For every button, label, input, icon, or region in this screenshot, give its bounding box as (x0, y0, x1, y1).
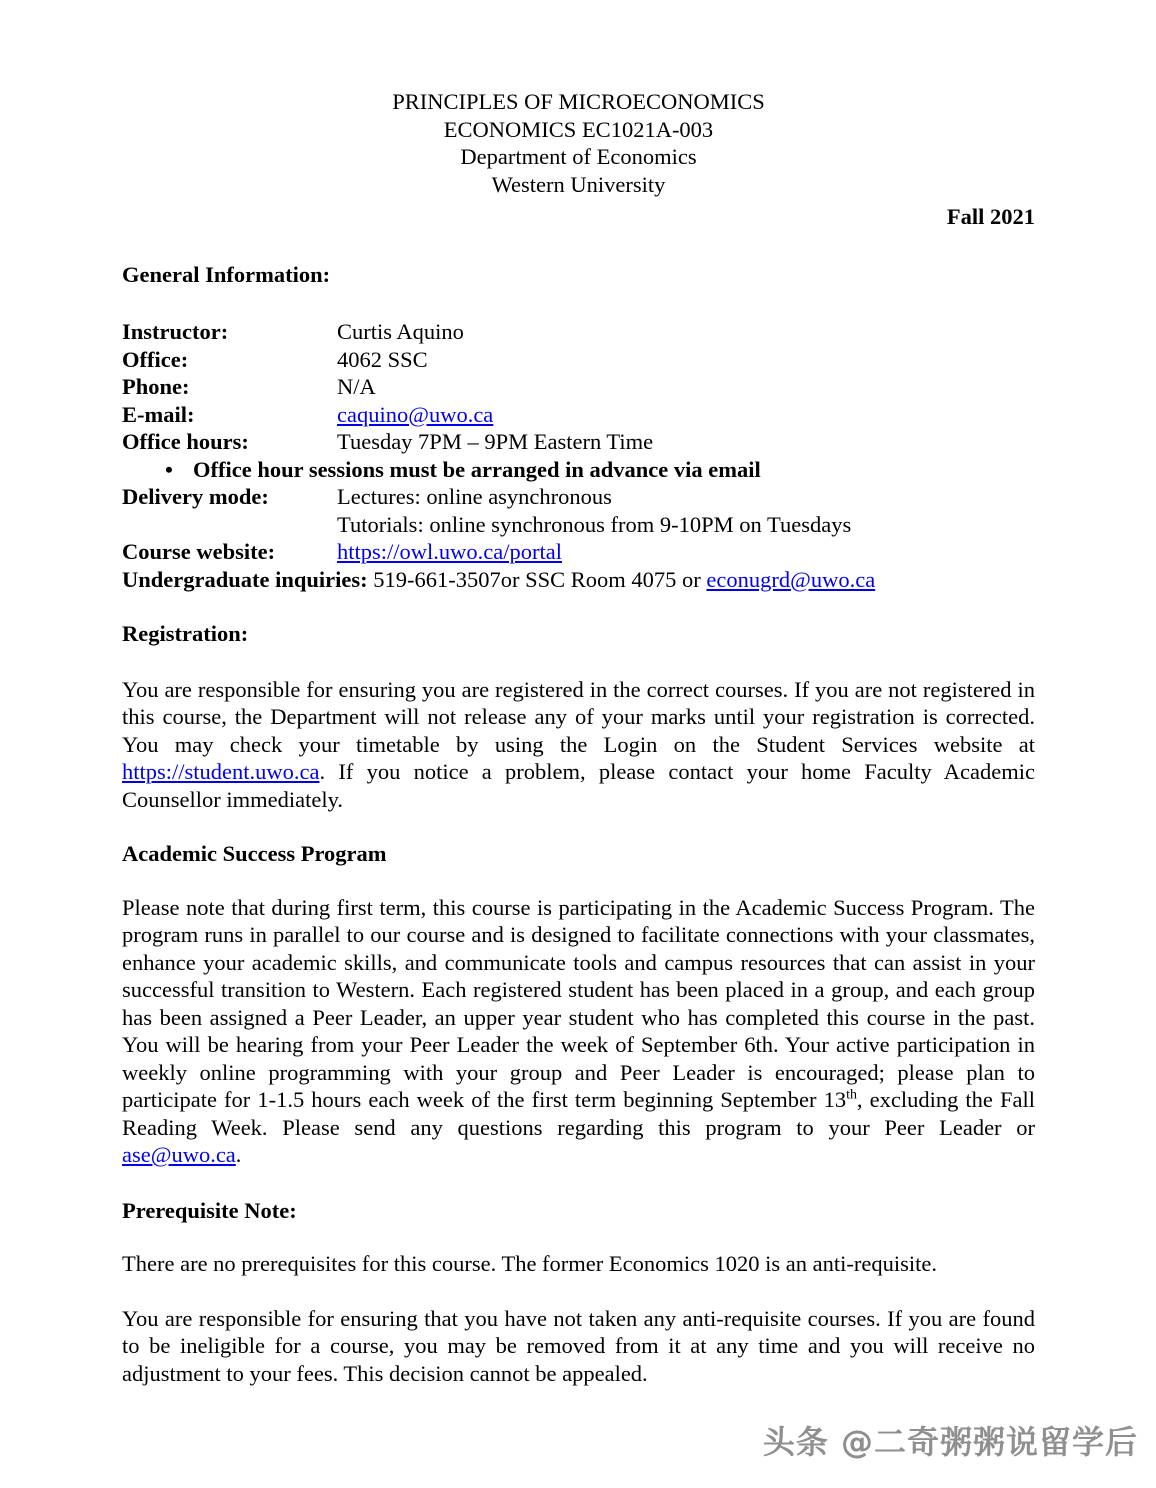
delivery-lectures-line: Lectures: online asynchronous (337, 484, 612, 509)
undergraduate-inquiries-row (122, 566, 1035, 594)
prerequisite-note-heading: Prerequisite Note: (122, 1197, 297, 1223)
registration-text-after-link: . If you notice a problem, please contact your home Faculty Academic Counsellor immediately. (122, 759, 1035, 812)
university-name: Western University (491, 171, 666, 197)
instructor-value: Curtis Aquino (337, 319, 464, 344)
delivery-tutorials-line: Tutorials: online synchronous from 9-10PM on Tuesdays (337, 511, 852, 537)
email-label: E-mail: (122, 401, 195, 427)
course-website-row (122, 538, 1035, 566)
registration-heading: Registration: (122, 621, 249, 646)
phone-label: Phone: (122, 374, 190, 399)
delivery-mode-row (122, 483, 1035, 538)
office-hours-label: Office hours: (122, 429, 249, 454)
office-hours-note-text: Office hour sessions must be arranged in advance via email (193, 456, 761, 482)
bullet-icon: • (165, 456, 173, 482)
phone-value: N/A (337, 374, 376, 399)
instructor-row (122, 318, 1035, 346)
undergraduate-inquiries-label: Undergraduate inquiries: (122, 566, 368, 592)
term-label: Fall 2021 (946, 204, 1035, 229)
asp-text-after-superscript: , excluding the Fall Reading Week. Please send any questions regarding this program to your Peer Leader or (122, 1087, 1035, 1140)
registration-paragraph (122, 676, 1035, 814)
student-services-link[interactable]: https://student.uwo.ca (122, 759, 320, 784)
asp-text-end: . (235, 1142, 242, 1167)
email-row (122, 401, 1035, 429)
office-hours-row (122, 428, 1035, 456)
academic-success-program-paragraph (122, 894, 1035, 1169)
prerequisite-paragraph-1: There are no prerequisites for this course. The former Economics 1020 is an anti-requisite. (122, 1251, 937, 1276)
email-value (337, 401, 1035, 429)
office-row (122, 346, 1035, 374)
course-website-value (337, 538, 1035, 566)
instructor-email-link[interactable]: caquino@uwo.ca (337, 401, 494, 427)
registration-text-before-link: You are responsible for ensuring you are registered in the correct courses. If you are not registered in this course, the Department will not release any of your marks until your registration is corrected. You may check your timetable by using the Login on the Student Services website at (122, 676, 1035, 757)
watermark: 头条 @二奇粥粥说留学后 (762, 1423, 1138, 1461)
ase-email-link[interactable]: ase@uwo.ca (122, 1142, 236, 1167)
prerequisite-paragraph-2: You are responsible for ensuring that you have not taken any anti-requisite courses. If you are found to be ineligible for a course, you may be removed from it at any time and you will receive no adjustment to your fees. This decision cannot be appealed. (122, 1305, 1035, 1386)
office-value: 4062 SSC (337, 346, 428, 372)
document-header (122, 88, 1035, 198)
delivery-mode-label: Delivery mode: (122, 484, 269, 509)
office-label: Office: (122, 346, 189, 372)
academic-success-program-heading: Academic Success Program (122, 841, 387, 866)
office-hours-note (122, 456, 1035, 484)
general-information-list (122, 318, 1035, 593)
instructor-label: Instructor: (122, 319, 229, 344)
course-website-label: Course website: (122, 539, 276, 564)
ordinal-superscript: th (846, 1087, 857, 1103)
undergraduate-inquiries-text: 519-661-3507or SSC Room 4075 or (367, 566, 707, 592)
course-website-link[interactable]: https://owl.uwo.ca/portal (337, 539, 562, 564)
course-title: PRINCIPLES OF MICROECONOMICS (392, 89, 765, 114)
general-information-heading: General Information: (122, 261, 331, 287)
phone-row (122, 373, 1035, 401)
course-code: ECONOMICS EC1021A-003 (443, 116, 714, 142)
undergraduate-inquiries-email-link[interactable]: econugrd@uwo.ca (706, 566, 876, 592)
delivery-mode-value (337, 483, 1035, 538)
department-name: Department of Economics (460, 144, 697, 169)
asp-text-before-superscript: Please note that during first term, this course is participating in the Academic Success Program. The program runs in parallel to our course and is designed to facilitate connections with your classmates, enhance your academic skills, and communicate tools and campus resources that can assist in your successful transition to Western. Each registered student has been placed in a group, and each group has been assigned a Peer Leader, an upper year student who has completed this course in the past. You will be hearing from your Peer Leader the week of September 6th. Your active participation in weekly online programming with your group and Peer Leader is encouraged; please plan to participate for 1-1.5 hours each week of the first term beginning September 13 (122, 894, 1035, 1112)
office-hours-value: Tuesday 7PM – 9PM Eastern Time (337, 429, 654, 454)
